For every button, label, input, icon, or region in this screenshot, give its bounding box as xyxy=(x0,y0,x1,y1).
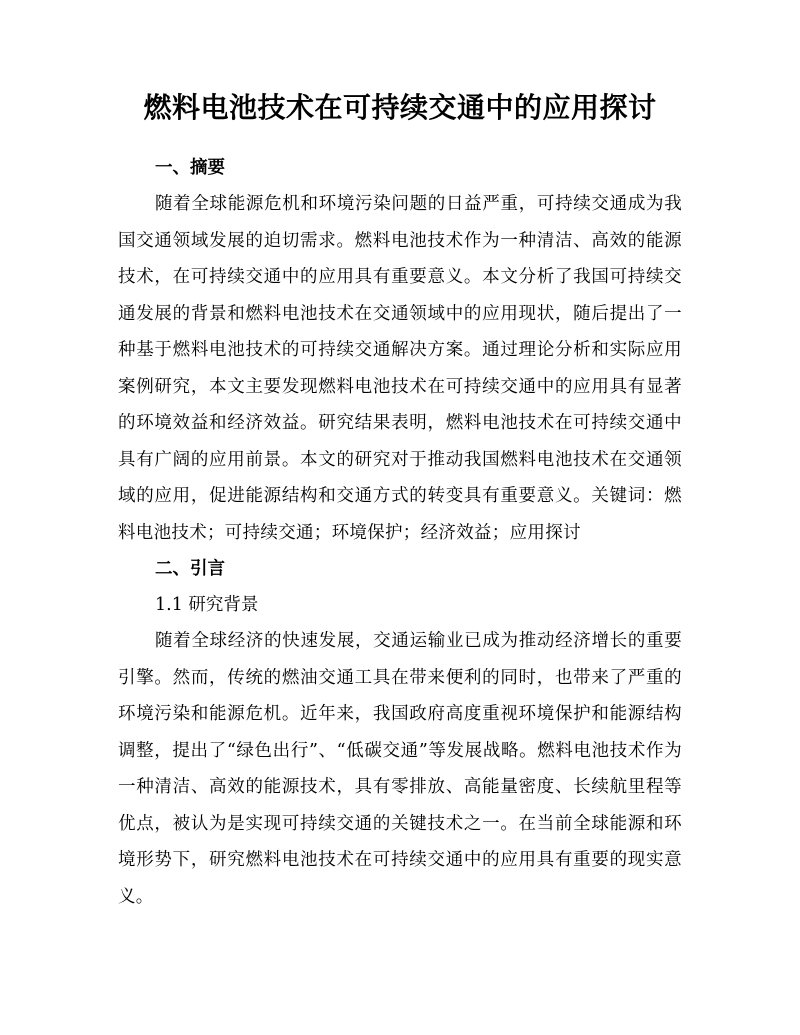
subsection-heading-research-background: 1.1 研究背景 xyxy=(155,595,259,615)
document-title: 燃料电池技术在可持续交通中的应用探讨 xyxy=(143,91,657,124)
abstract-paragraph: 随着全球能源危机和环境污染问题的日益严重，可持续交通成为我国交通领域发展的迫切需求。燃料电池技术作为一种清洁、高效的能源技术，在可持续交通中的应用具有重要意义。本文分析了我国可持续交通发展的背景和燃料电池技术在交通领域中的应用现状，随后提出了一种基于燃料电池技术的可持续交通解决方案。通过理论分析和实际应用案例研究，本文主要发现燃料电池技术在可持续交通中的应用具有显著的环境效益和经济效益。研究结果表明，燃料电池技术在可持续交通中具有广阔的应用前景。本文的研究对于推动我国燃料电池技术在交通领域的应用，促进能源结构和交通方式的转变具有重要意义。关键词：燃料电池技术；可持续交通；环境保护；经济效益；应用探讨 xyxy=(118,194,682,543)
section-heading-introduction: 二、引言 xyxy=(155,559,225,579)
section-heading-abstract: 一、摘要 xyxy=(155,158,225,178)
research-background-paragraph: 随着全球经济的快速发展，交通运输业已成为推动经济增长的重要引擎。然而，传统的燃油交通工具在带来便利的同时，也带来了严重的环境污染和能源危机。近年来，我国政府高度重视环境保护和能源结构调整，提出了“绿色出行”、“低碳交通”等发展战略。燃料电池技术作为一种清洁、高效的能源技术，具有零排放、高能量密度、长续航里程等优点，被认为是实现可持续交通的关键技术之一。在当前全球能源和环境形势下，研究燃料电池技术在可持续交通中的应用具有重要的现实意义。 xyxy=(118,631,682,907)
